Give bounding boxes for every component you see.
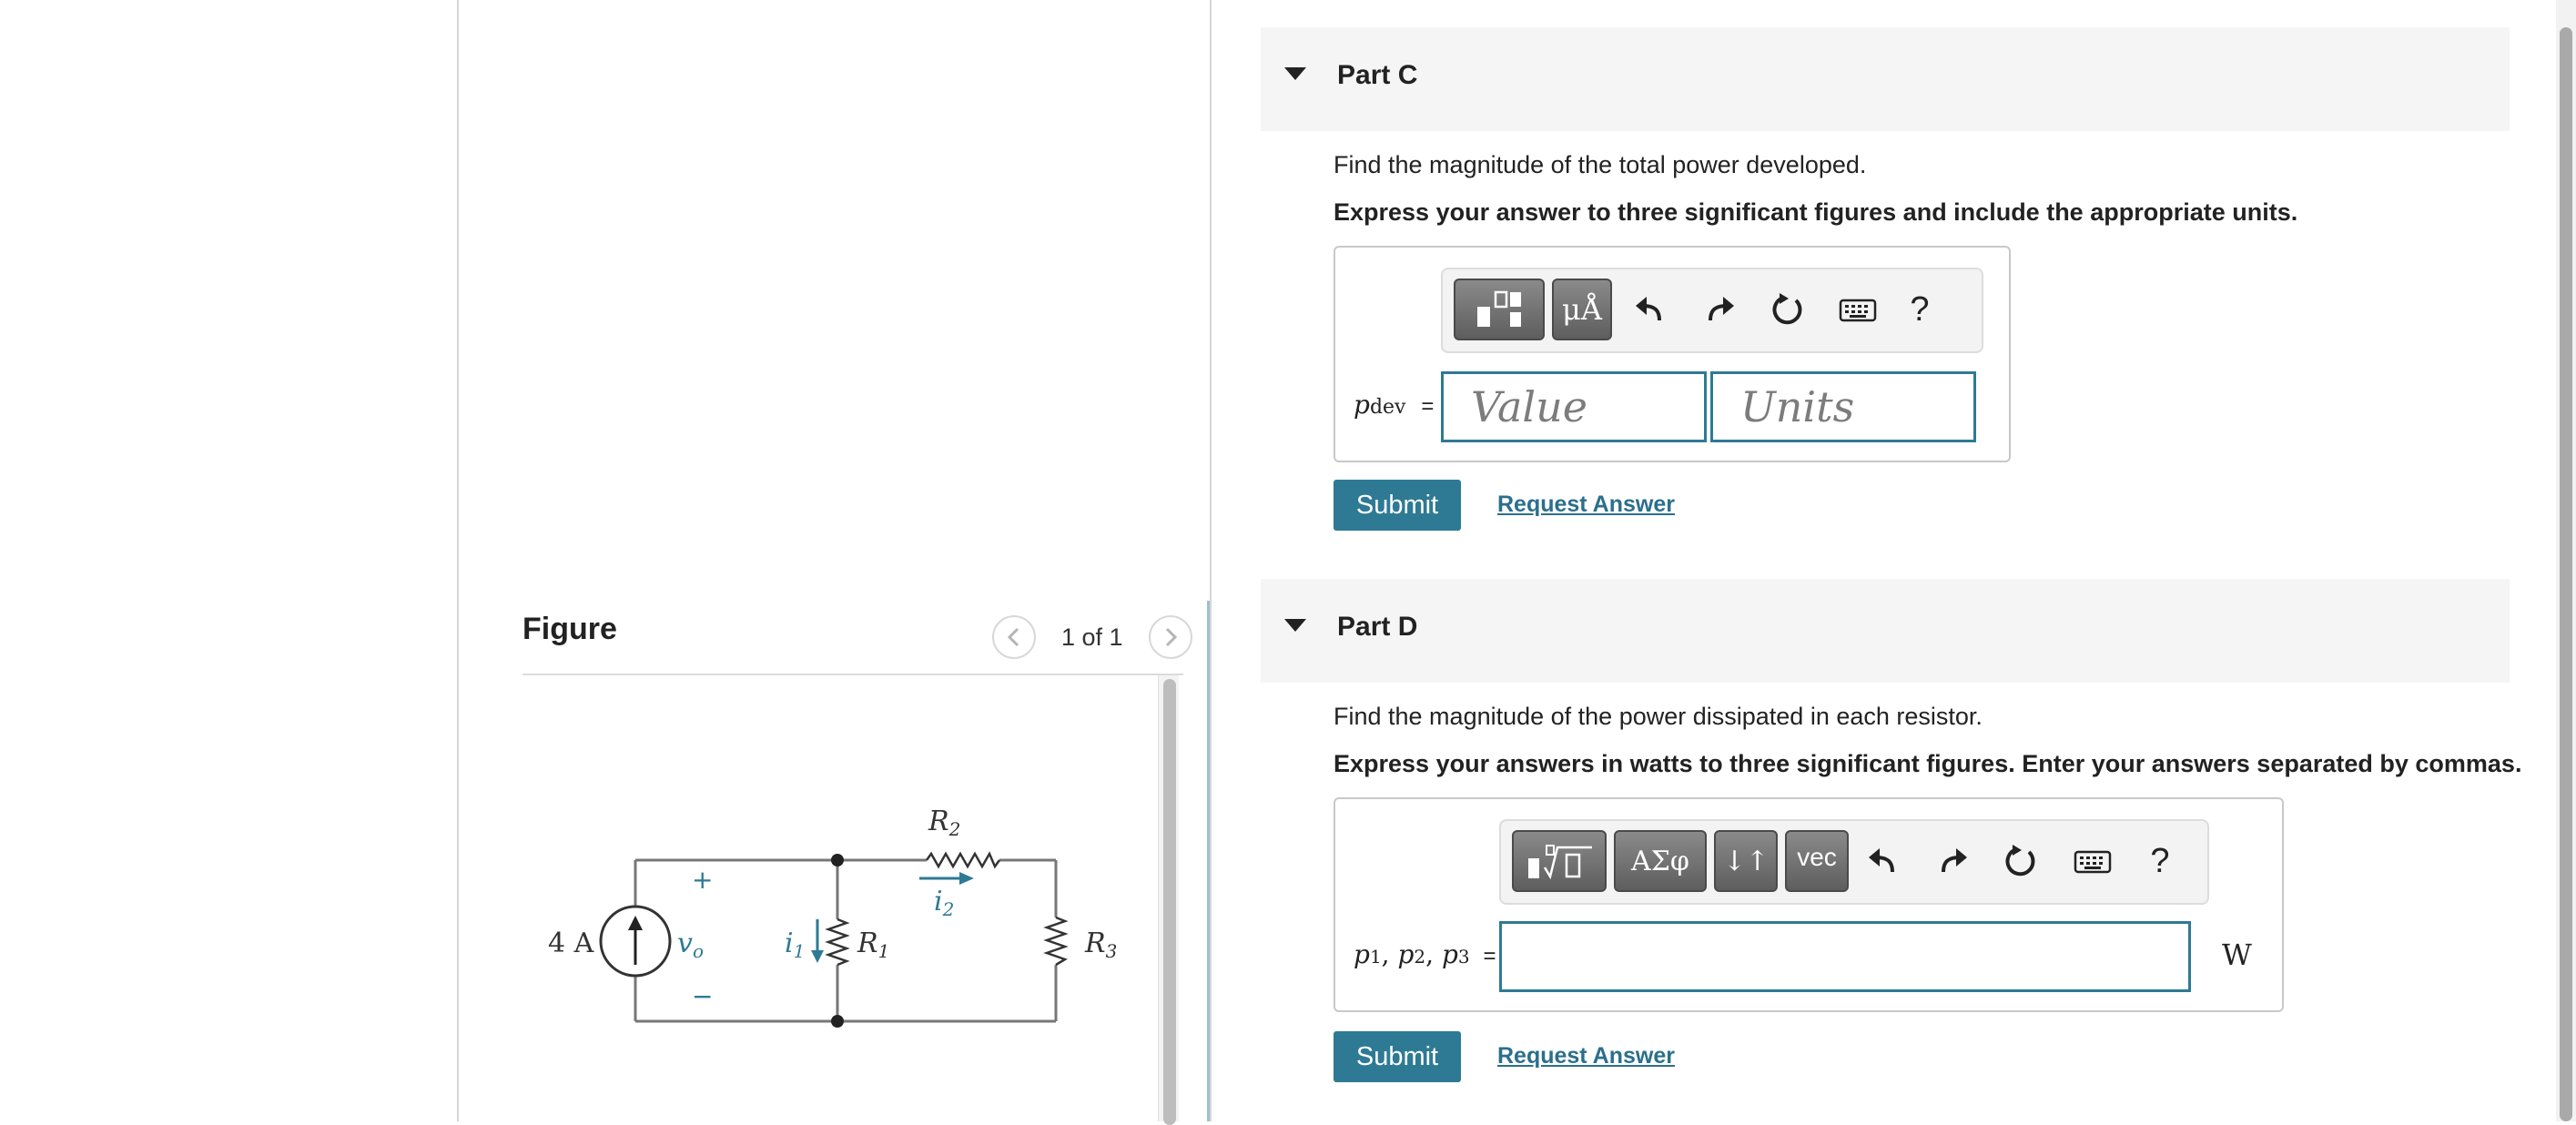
p-dev-label: pdev =: [1354, 390, 1435, 420]
part-d-answer-box: [1334, 797, 2284, 1012]
part-d-toolbar: [1499, 819, 2209, 905]
vo-minus-label: −: [692, 981, 714, 1011]
figure-page-count: 1 of 1: [1061, 623, 1123, 651]
left-margin-divider: [457, 0, 459, 1121]
figure-title: Figure: [522, 612, 617, 646]
part-c-question: Find the magnitude of the total power developed.: [1334, 151, 1867, 178]
figure-pagination: [992, 613, 1192, 661]
redo-icon[interactable]: [1698, 286, 1741, 333]
templates-sqrt-button[interactable]: [1512, 830, 1607, 892]
watts-unit-label: W: [2222, 938, 2252, 972]
r1-label: $R_1$: [857, 927, 890, 962]
page-scrollbar-thumb[interactable]: [2560, 27, 2572, 1121]
node-bottom: [831, 1015, 844, 1028]
figure-divider: [522, 674, 1183, 675]
r2-label: $R_2$: [928, 806, 961, 840]
units-input[interactable]: [1710, 371, 1976, 442]
reset-icon[interactable]: [1765, 286, 1809, 333]
part-c-title: Part C: [1337, 60, 1418, 90]
help-icon[interactable]: ?: [2150, 841, 2170, 880]
part-c-toolbar: [1441, 268, 1983, 353]
part-c-instruction: Express your answer to three significant figures and include the appropriate units.: [1334, 198, 2298, 226]
templates-sqrt-icon: [1523, 840, 1596, 882]
templates-icon: [1474, 289, 1525, 330]
subscript-superscript-button[interactable]: ↓↑: [1714, 830, 1778, 892]
figure-scrollbar-thumb[interactable]: [1163, 679, 1176, 1125]
undo-icon[interactable]: [1861, 837, 1905, 885]
chevron-left-icon: [1005, 626, 1023, 648]
reset-icon[interactable]: [1998, 837, 2042, 885]
collapse-arrow-icon[interactable]: [1284, 67, 1306, 80]
templates-button[interactable]: [1454, 279, 1545, 340]
help-icon[interactable]: ?: [1910, 289, 1930, 329]
collapse-arrow-icon[interactable]: [1284, 619, 1306, 632]
keyboard-icon[interactable]: [2071, 837, 2115, 885]
resistor-r2: [927, 854, 999, 867]
p1-p2-p3-label: p1, p2, p3 =: [1354, 939, 1496, 969]
i1-label: $i_1$: [785, 927, 806, 962]
vo-label: $v_o$: [677, 927, 704, 962]
pane-divider: [1210, 0, 1212, 1121]
r3-label: $R_3$: [1085, 927, 1118, 962]
i2-label: $i_2$: [934, 886, 955, 920]
node-top: [831, 854, 844, 867]
value-input[interactable]: [1441, 371, 1707, 442]
part-d-instruction: Express your answers in watts to three significant figures. Enter your answers separated by commas.: [1334, 750, 2522, 777]
part-d-header[interactable]: [1261, 579, 2510, 683]
undo-icon[interactable]: [1628, 286, 1672, 333]
i1-arrow: [811, 950, 824, 963]
resistor-r1: [828, 919, 847, 965]
circuit-diagram: [528, 783, 1129, 1056]
part-d-title: Part D: [1337, 612, 1418, 642]
redo-icon[interactable]: [1931, 837, 1974, 885]
source-label: 4 A: [548, 927, 594, 959]
part-c-submit-button[interactable]: Submit: [1334, 480, 1461, 531]
units-button[interactable]: μÅ: [1552, 279, 1612, 340]
resistor-powers-input[interactable]: [1499, 921, 2191, 992]
part-d-submit-button[interactable]: Submit: [1334, 1031, 1461, 1082]
part-d-question: Find the magnitude of the power dissipated in each resistor.: [1334, 703, 1983, 730]
part-d-request-answer-link[interactable]: Request Answer: [1497, 1043, 1675, 1069]
part-c-header[interactable]: [1261, 27, 2510, 131]
keyboard-icon[interactable]: [1836, 286, 1880, 333]
vo-plus-label: +: [692, 865, 714, 895]
pane-divider-highlight: [1207, 601, 1210, 1121]
i2-arrow: [959, 872, 974, 885]
part-c-request-answer-link[interactable]: Request Answer: [1497, 492, 1675, 517]
vector-button[interactable]: vec: [1785, 830, 1849, 892]
next-figure-button[interactable]: [1149, 615, 1192, 659]
part-c-answer-box: [1334, 246, 2011, 462]
chevron-right-icon: [1161, 626, 1180, 648]
resistor-r3: [1047, 917, 1065, 965]
greek-symbols-button[interactable]: ΑΣφ: [1614, 830, 1707, 892]
prev-figure-button[interactable]: [992, 615, 1036, 659]
